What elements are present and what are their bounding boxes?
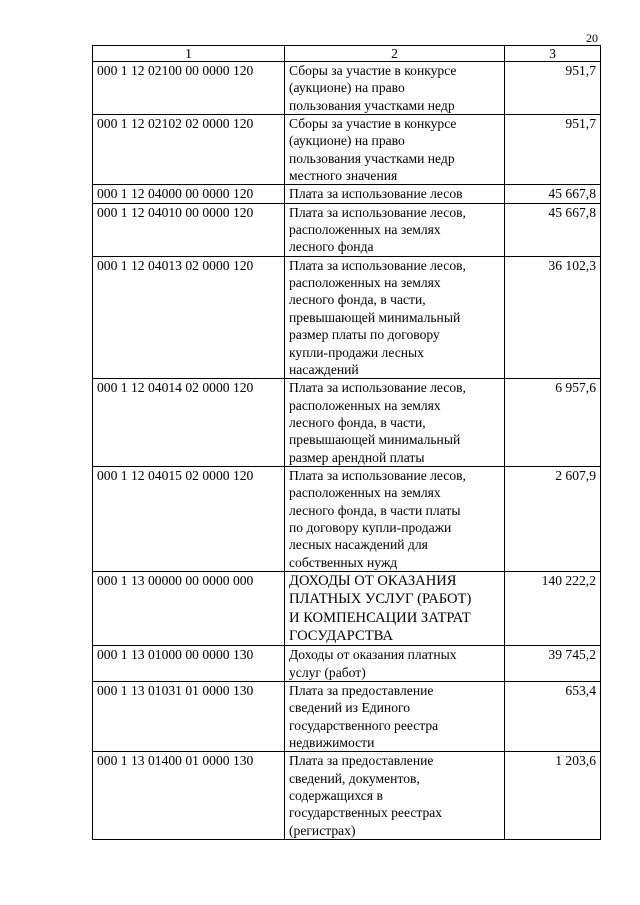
row-code: 000 1 12 02102 02 0000 120 — [93, 115, 285, 185]
row-code: 000 1 12 04010 00 0000 120 — [93, 203, 285, 256]
table-row — [93, 681, 601, 751]
row-amount: 140 222,2 — [505, 571, 601, 645]
row-code: 000 1 13 01000 00 0000 130 — [93, 646, 285, 682]
row-amount: 45 667,8 — [505, 203, 601, 256]
row-name-line: превышающей минимальный — [289, 432, 461, 448]
row-name-line: расположенных на землях — [289, 485, 441, 501]
row-code: 000 1 12 04000 00 0000 120 — [93, 185, 285, 203]
row-name-line: лесного фонда, в части, — [289, 292, 426, 308]
table-row — [93, 752, 601, 840]
row-name-line: Плата за использование лесов — [289, 186, 463, 202]
row-name-line: пользования участками недр — [289, 97, 455, 113]
table-body — [93, 62, 601, 840]
row-name-line: Плата за использование лесов, — [289, 257, 466, 273]
table-row — [93, 256, 601, 378]
table-row — [93, 62, 601, 115]
row-name — [285, 256, 505, 378]
row-name-line: лесного фонда — [289, 239, 374, 255]
row-name — [285, 646, 505, 682]
row-name-line: ДОХОДЫ ОТ ОКАЗАНИЯ — [289, 572, 457, 589]
row-name-line: сведений из Единого — [289, 700, 411, 716]
row-code: 000 1 12 04015 02 0000 120 — [93, 466, 285, 571]
row-name-line: ГОСУДАРСТВА — [289, 627, 393, 644]
row-name-line: насаждений — [289, 361, 359, 377]
row-name-line: содержащихся в — [289, 787, 383, 803]
row-name-line: недвижимости — [289, 734, 375, 750]
row-name-line: пользования участками недр — [289, 150, 455, 166]
page-number: 20 — [586, 31, 598, 45]
row-amount: 653,4 — [505, 681, 601, 751]
row-name-line: (регистрах) — [289, 822, 356, 838]
row-amount: 6 957,6 — [505, 379, 601, 467]
row-name-line: Плата за использование лесов, — [289, 204, 466, 220]
row-name-line: Доходы от оказания платных — [289, 647, 457, 663]
row-name-line: расположенных на землях — [289, 397, 441, 413]
row-name-line: Сборы за участие в конкурсе — [289, 116, 457, 132]
row-name-line: расположенных на землях — [289, 222, 441, 238]
row-amount: 39 745,2 — [505, 646, 601, 682]
table-row — [93, 466, 601, 571]
revenue-table — [92, 45, 601, 840]
table-row — [93, 203, 601, 256]
row-name-line: по договору купли-продажи — [289, 519, 452, 535]
row-name-line: Сборы за участие в конкурсе — [289, 63, 457, 78]
row-name-line: И КОМПЕНСАЦИИ ЗАТРАТ — [289, 609, 471, 626]
row-name-line: услуг (работ) — [289, 664, 366, 680]
row-name-line: размер арендной платы — [289, 449, 425, 465]
row-name-line: Плата за использование лесов, — [289, 467, 466, 483]
row-code: 000 1 12 04013 02 0000 120 — [93, 256, 285, 378]
row-amount: 951,7 — [505, 115, 601, 185]
row-name — [285, 115, 505, 185]
row-name-line: местного значения — [289, 168, 398, 184]
row-amount: 2 607,9 — [505, 466, 601, 571]
row-name-line: (аукционе) на право — [289, 133, 405, 149]
row-code: 000 1 12 02100 00 0000 120 — [93, 62, 285, 115]
table-header-row — [93, 46, 601, 62]
row-name-line: Плата за использование лесов, — [289, 380, 466, 396]
row-name — [285, 62, 505, 115]
row-name-line: купли-продажи лесных — [289, 344, 424, 360]
row-name-line: расположенных на землях — [289, 275, 441, 291]
row-amount: 1 203,6 — [505, 752, 601, 840]
row-amount: 45 667,8 — [505, 185, 601, 203]
row-name-line: (аукционе) на право — [289, 80, 405, 96]
row-name-line: сведений, документов, — [289, 770, 420, 786]
table-row — [93, 379, 601, 467]
row-code: 000 1 13 00000 00 0000 000 — [93, 571, 285, 645]
table-row — [93, 185, 601, 203]
row-name-line: ПЛАТНЫХ УСЛУГ (РАБОТ) — [289, 591, 472, 608]
row-name — [285, 466, 505, 571]
row-name-line: лесного фонда, в части платы — [289, 502, 461, 518]
row-name-line: лесных насаждений для — [289, 537, 428, 553]
row-name-line: Плата за предоставление — [289, 753, 434, 769]
row-code: 000 1 13 01031 01 0000 130 — [93, 681, 285, 751]
table-row — [93, 571, 601, 645]
row-name-line: государственного реестра — [289, 717, 439, 733]
row-amount: 951,7 — [505, 62, 601, 115]
row-code: 000 1 13 01400 01 0000 130 — [93, 752, 285, 840]
row-name-line: превышающей минимальный — [289, 309, 461, 325]
row-name — [285, 203, 505, 256]
row-name — [285, 752, 505, 840]
row-name-line: Плата за предоставление — [289, 682, 434, 698]
row-name — [285, 681, 505, 751]
row-amount: 36 102,3 — [505, 256, 601, 378]
table-row — [93, 646, 601, 682]
row-name-line: государственных реестрах — [289, 805, 443, 821]
column-header-name: 2 — [285, 46, 505, 62]
table-row — [93, 115, 601, 185]
row-name — [285, 379, 505, 467]
row-name — [285, 571, 505, 645]
row-name — [285, 185, 505, 203]
row-name-line: размер платы по договору — [289, 327, 440, 343]
row-code: 000 1 12 04014 02 0000 120 — [93, 379, 285, 467]
column-header-amount: 3 — [505, 46, 601, 62]
row-name-line: собственных нужд — [289, 554, 398, 570]
row-name-line: лесного фонда, в части, — [289, 414, 426, 430]
column-header-code: 1 — [93, 46, 285, 62]
